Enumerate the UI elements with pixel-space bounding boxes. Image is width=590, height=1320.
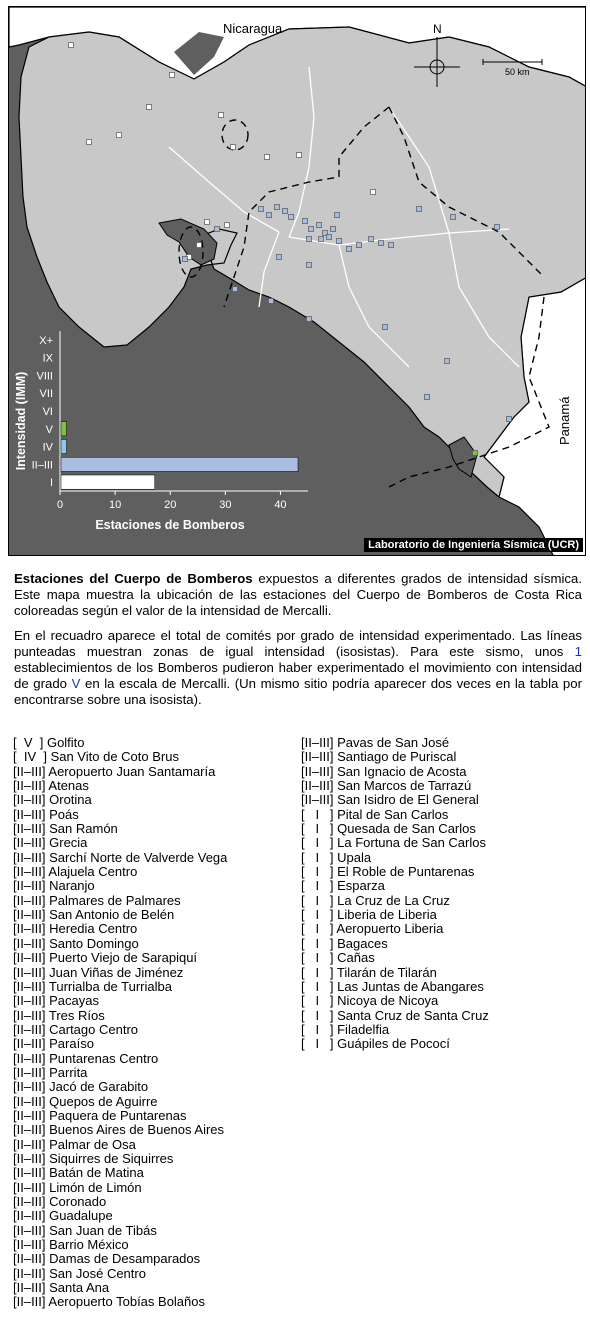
station-marker [357,243,362,248]
station-marker [317,223,322,228]
station-marker [389,243,394,248]
station-row: [ I ] Esparza [301,878,385,894]
station-row: [II–III] Orotina [13,792,92,808]
chart-y-axis-label: Intensidad (IMM) [14,371,28,471]
station-marker [283,209,288,214]
station-row: [II–III] Palmares de Palmares [13,892,181,908]
station-row: [II–III] Siquirres de Siquirres [13,1150,174,1166]
station-row: [II–III] Santa Ana [13,1280,110,1296]
scale-label: 50 km [505,67,530,77]
station-row: [ I ] El Roble de Puntarenas [301,864,475,880]
chart-category-label: IX [42,352,53,365]
station-marker [307,237,312,242]
chart-category-label: II–III [31,459,53,472]
costa-rica-shape [19,27,586,497]
station-marker [147,105,152,110]
station-row: [II–III] Quepos de Aguirre [13,1093,158,1109]
station-marker [269,299,274,304]
station-row: [II–III] Barrio México [13,1237,129,1253]
station-row: [ I ] Aeropuerto Liberia [301,921,444,937]
station-row: [II–III] San Ignacio de Acosta [301,763,467,779]
description-text-2a: En el recuadro aparece el total de comités por grado de intensidad experimentado. Las líneas punteadas muestran zonas de igual intensidad (isosistas). Para este sismo, unos [14,628,582,659]
chart-bar [61,439,67,453]
station-row: [ I ] Liberia de Liberia [301,907,437,923]
station-row: [II–III] Grecia [13,835,88,851]
station-row: [II–III] Poás [13,806,79,822]
station-count: 1 [574,644,582,659]
station-marker [371,190,376,195]
station-row: [II–III] Sarchí Norte de Valverde Vega [13,849,228,865]
description-paragraph-2 [14,628,582,708]
description-text-2b: establecimientos de los Bomberos pudieron haber experimentado el movimiento con intensidad de grado [14,660,582,691]
station-row: [II–III] Heredia Centro [13,921,138,937]
stations-list-left [13,736,227,1310]
station-row: [II–III] Damas de Desamparados [13,1251,201,1267]
station-row: [ I ] La Cruz de La Cruz [301,892,450,908]
description-text-2c: en la escala de Mercalli. (Un mismo sitio podría aparecer dos veces en la tabla por encontrarse sobre una isosista). [14,676,582,707]
stations-list-right [301,736,489,1052]
station-row: [II–III] San Isidro de El General [301,792,479,808]
nicaragua-label: Nicaragua [223,21,283,36]
station-marker [197,243,202,248]
station-row: [II–III] Guadalupe [13,1208,113,1224]
station-row: [II–III] Paraíso [13,1036,94,1052]
station-marker [495,225,500,230]
chart-x-tick-label: 30 [219,499,232,511]
station-row: [ I ] Pital de San Carlos [301,806,449,822]
station-row: [II–III] San Juan de Tibás [13,1222,157,1238]
chart-bar [61,475,155,489]
station-row: [ I ] Nicoya de Nicoya [301,993,439,1009]
station-row: [II–III] Naranjo [13,878,95,894]
chart-category-label: IV [42,441,53,454]
station-marker [383,325,388,330]
station-marker [87,140,92,145]
station-marker [259,207,264,212]
station-row: [II–III] Santo Domingo [13,935,139,951]
station-row: [II–III] San Marcos de Tarrazú [301,778,472,794]
station-row: [ I ] Tilarán de Tilarán [301,964,437,980]
station-row: [ I ] La Fortuna de San Carlos [301,835,486,851]
station-row: [II–III] Aeropuerto Juan Santamaría [13,763,216,779]
station-row: [ V ] Golfito [13,735,85,750]
station-row: [ I ] Guápiles de Pococí [301,1036,450,1052]
station-row: [II–III] Santiago de Puriscal [301,749,457,765]
chart-x-tick-label: 0 [56,499,64,511]
station-row: [II–III] Pacayas [13,993,99,1009]
station-marker [307,317,312,322]
station-marker [297,153,302,158]
station-row: [ I ] Las Juntas de Abangares [301,978,484,994]
station-row: [ I ] Upala [301,849,372,865]
chart-category-label: VI [42,406,53,418]
station-row: [II–III] Aeropuerto Tobías Bolaños [13,1294,205,1310]
station-marker [231,145,236,150]
station-row: [ I ] Cañas [301,950,375,966]
station-row: [II–III] Buenos Aires de Buenos Aires [13,1122,225,1138]
station-marker [219,113,224,118]
chart-x-tick-label: 10 [108,499,122,511]
station-row: [II–III] Paquera de Puntarenas [13,1107,187,1123]
description-text-1: expuestos a diferentes grados de intensidad sísmica. Este mapa muestra la ubicación de las estaciones del Cuerpo de Bomberos de Costa Rica coloreadas según el valor de la intensidad de Mercalli. [14,571,582,618]
station-marker [205,220,210,225]
station-row: [II–III] Puntarenas Centro [13,1050,159,1066]
station-marker [225,223,230,228]
chart-x-axis-label: Estaciones de Bomberos [95,518,245,532]
station-marker [319,237,324,242]
station-marker [425,395,430,400]
station-marker [309,227,314,232]
station-marker [451,215,456,220]
station-row: [II–III] Coronado [13,1194,107,1209]
station-row: [II–III] Juan Viñas de Jiménez [13,964,184,980]
station-marker [215,227,220,232]
station-marker [473,451,478,456]
station-marker [417,207,422,212]
station-marker [183,257,188,262]
station-row: [II–III] Cartago Centro [13,1021,139,1037]
station-marker [233,287,238,292]
chart-category-label: V [45,423,53,436]
chart-x-tick-label: 20 [164,499,177,511]
description-paragraph-1 [14,571,582,619]
station-marker [275,205,280,210]
station-row: [II–III] Pavas de San José [301,735,450,750]
station-marker [117,133,122,138]
station-row: [II–III] Tres Ríos [13,1007,105,1023]
station-row: [II–III] Jacó de Garabito [13,1079,149,1095]
station-marker [265,155,270,160]
station-row: [II–III] Batán de Matina [13,1165,144,1181]
station-marker [331,227,336,232]
station-marker [267,213,272,218]
panama-label: Panamá [557,396,572,445]
station-row: [II–III] Turrialba de Turrialba [13,978,172,994]
station-row: [ I ] Filadelfia [301,1021,390,1037]
station-marker [307,263,312,268]
station-marker [335,213,340,218]
station-marker [69,43,74,48]
station-row: [ I ] Quesada de San Carlos [301,821,476,837]
chart-category-label: VIII [36,370,53,383]
chart-category-label: X+ [39,334,53,347]
station-row: [ I ] Bagaces [301,935,388,951]
station-row: [II–III] Atenas [13,778,89,794]
station-marker [379,241,384,246]
description-title: Estaciones del Cuerpo de Bomberos [14,571,253,586]
north-label: N [433,22,442,36]
station-row: [II–III] Puerto Viejo de Sarapiquí [13,950,198,966]
station-row: [ I ] Santa Cruz de Santa Cruz [301,1007,489,1023]
description [14,571,582,717]
intensity-grade: V [71,676,81,691]
chart-bar [61,422,67,436]
chart-x-tick-label: 40 [274,499,287,511]
station-marker [445,359,450,364]
station-row: [II–III] Palmar de Osa [13,1136,136,1152]
station-row: [ IV ] San Vito de Coto Brus [13,749,179,765]
intensity-bar-chart [14,331,308,532]
costa-rica-map [9,7,586,556]
station-marker [347,247,352,252]
station-row: [II–III] Alajuela Centro [13,864,138,880]
station-marker [507,417,512,422]
station-marker [170,73,175,78]
station-row: [II–III] San José Centro [13,1265,146,1281]
station-row: [II–III] Parrita [13,1064,88,1080]
station-row: [II–III] San Ramón [13,821,118,837]
station-row: [II–III] San Antonio de Belén [13,907,175,923]
station-marker [303,219,308,224]
map-panel [8,6,586,556]
station-marker [337,239,342,244]
lab-credit: Laboratorio de Ingeniería Sísmica (UCR) [364,538,583,552]
station-row: [II–III] Limón de Limón [13,1179,142,1195]
station-marker [327,235,332,240]
station-marker [277,255,282,260]
chart-bar [61,457,298,471]
station-marker [289,215,294,220]
chart-category-label: I [49,477,53,490]
chart-category-label: VII [39,388,53,401]
station-marker [369,237,374,242]
